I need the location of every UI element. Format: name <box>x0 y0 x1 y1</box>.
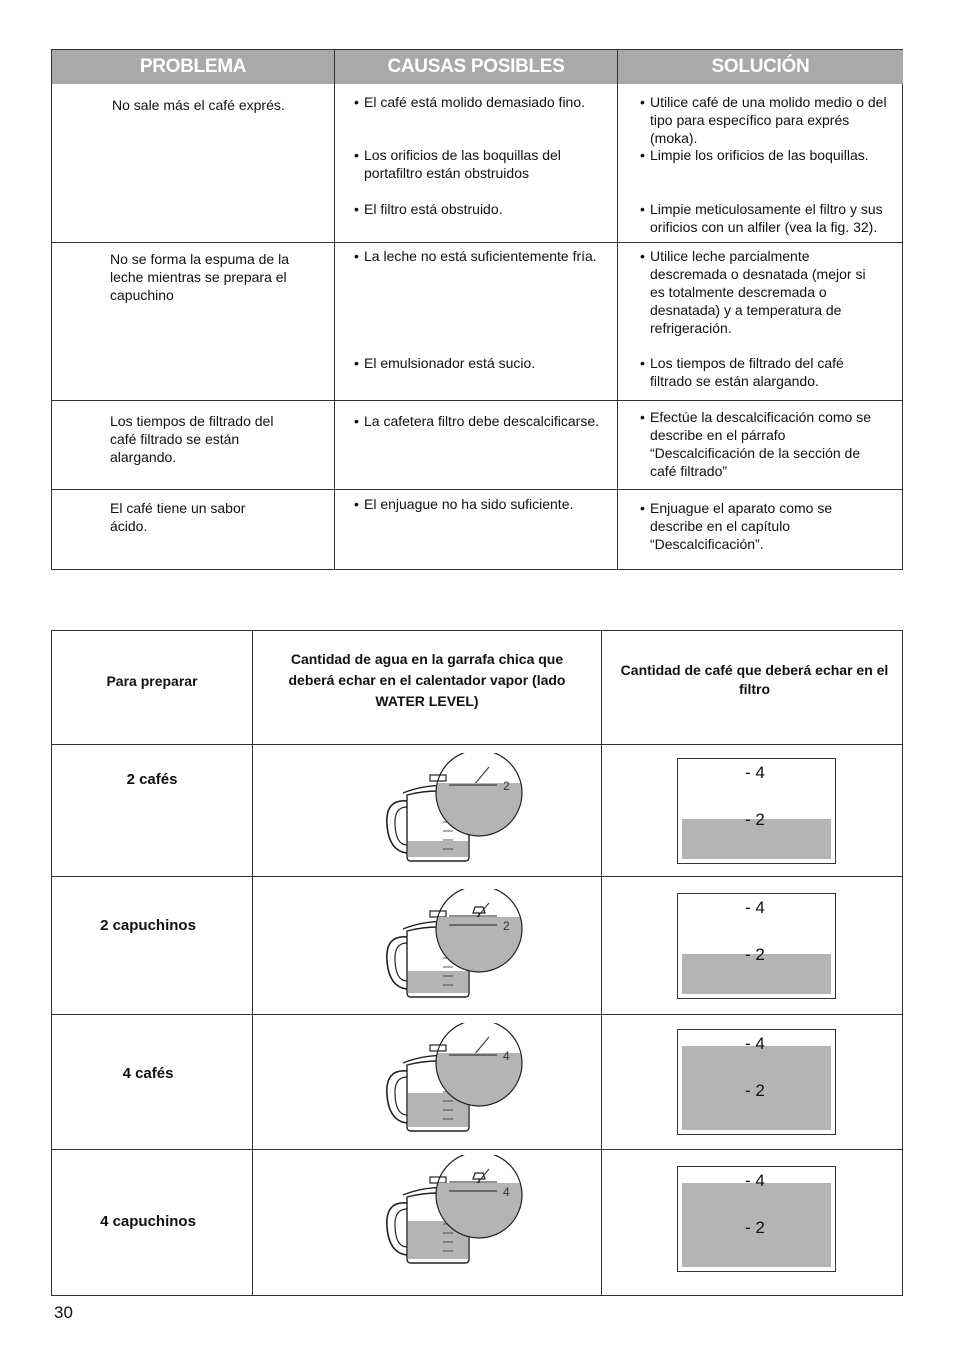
cause-item: • El enjuague no ha sido suficiente. <box>354 496 574 512</box>
header-problem: PROBLEMA <box>52 50 334 84</box>
meter-mark-4: - 4 <box>745 1171 765 1190</box>
problem-cell: No se forma la espuma de la leche mientras se prepara el capuchino <box>110 251 289 303</box>
solution-item: • Limpie los orificios de las boquillas. <box>640 147 869 163</box>
cause-item: • La cafetera filtro debe descalcificarse. <box>354 413 600 429</box>
solution-item: • Utilice leche parcialmente descremada o desnatada (mejor si es totalmente descremada o desnatada) y a temperatura de refrigeración. <box>640 248 866 336</box>
coffee-quantity-meter <box>677 893 836 999</box>
carafe-handle-inner <box>395 807 407 845</box>
meter-mark-4: - 4 <box>745 898 765 917</box>
solution-item: • Limpie meticulosamente el filtro y sus orificios con un alfiler (vea la fig. 32). <box>640 201 883 235</box>
meter-mark-2: - 2 <box>745 810 765 829</box>
dosage-table <box>51 630 903 1296</box>
coffee-quantity-meter <box>677 758 836 864</box>
solution-item: • Utilice café de una molido medio o del tipo para específico para exprés (moka). <box>640 94 887 146</box>
meter-mark-2: - 2 <box>745 1218 765 1237</box>
cause-item: • El filtro está obstruido. <box>354 201 503 217</box>
water-level-number: 4 <box>503 1049 510 1063</box>
page-number: 30 <box>54 1303 73 1322</box>
water-level-number: 2 <box>503 919 510 933</box>
carafe-handle-inner <box>395 943 407 981</box>
row-divider <box>52 400 903 401</box>
solution-item: • Los tiempos de filtrado del café filtrado se están alargando. <box>640 355 844 389</box>
header-coffee: Cantidad de café que deberá echar en el filtro <box>620 662 889 697</box>
water-level-number: 4 <box>503 1185 510 1199</box>
solution-item: • Efectúe la descalcificación como se describe en el párrafo “Descalcificación de la sección de café filtrado” <box>640 409 871 479</box>
problem-cell: Los tiempos de filtrado del café filtrado se están alargando. <box>110 413 274 465</box>
row-label: 2 cafés <box>126 771 178 788</box>
carafe-water <box>408 971 468 993</box>
meter-mark-2: - 2 <box>745 945 765 964</box>
water-level-number: 2 <box>503 779 510 793</box>
row-divider <box>52 489 903 490</box>
meter-mark-2: - 2 <box>745 1081 765 1100</box>
row-label: 4 capuchinos <box>100 1213 196 1230</box>
column-divider <box>601 631 602 1296</box>
problem-cell: No sale más el café exprés. <box>112 97 285 113</box>
column-divider <box>334 50 335 570</box>
carafe-water-level-illustration <box>337 1155 527 1273</box>
header-causes: CAUSAS POSIBLES <box>335 50 617 84</box>
column-divider <box>252 631 253 1296</box>
row-label: 4 cafés <box>122 1065 174 1082</box>
header-prepare: Para preparar <box>106 673 198 689</box>
troubleshooting-table <box>51 49 903 570</box>
solution-item: • Enjuague el aparato como se describe en el capítulo “Descalcificación”. <box>640 500 833 552</box>
cause-item: • Los orificios de las boquillas del portafiltro están obstruidos <box>354 147 561 181</box>
row-divider <box>52 1014 903 1015</box>
carafe-handle-inner <box>395 1209 407 1247</box>
cause-item: • El café está molido demasiado fino. <box>354 94 586 110</box>
meter-mark-4: - 4 <box>745 763 765 782</box>
cause-item: • La leche no está suficientemente fría. <box>354 248 597 264</box>
carafe-water-level-illustration <box>337 753 527 871</box>
carafe-water-level-illustration <box>337 889 527 1007</box>
problem-cell: El café tiene un sabor ácido. <box>110 500 246 534</box>
column-divider <box>617 50 618 570</box>
row-label: 2 capuchinos <box>100 917 196 934</box>
coffee-quantity-meter <box>677 1029 836 1135</box>
header-solution: SOLUCIÓN <box>618 50 903 84</box>
carafe-handle-inner <box>395 1077 407 1115</box>
cause-item: • El emulsionador está sucio. <box>354 355 536 371</box>
meter-mark-4: - 4 <box>745 1034 765 1053</box>
row-divider <box>52 1149 903 1150</box>
carafe-water-level-illustration <box>337 1023 527 1141</box>
row-divider <box>52 242 903 243</box>
coffee-quantity-meter <box>677 1166 836 1272</box>
row-divider <box>52 876 903 877</box>
row-divider <box>52 744 903 745</box>
carafe-water <box>408 841 468 857</box>
header-water: Cantidad de agua en la garrafa chica que deberá echar en el calentador vapor (lado WATER LEVEL) <box>288 651 566 709</box>
